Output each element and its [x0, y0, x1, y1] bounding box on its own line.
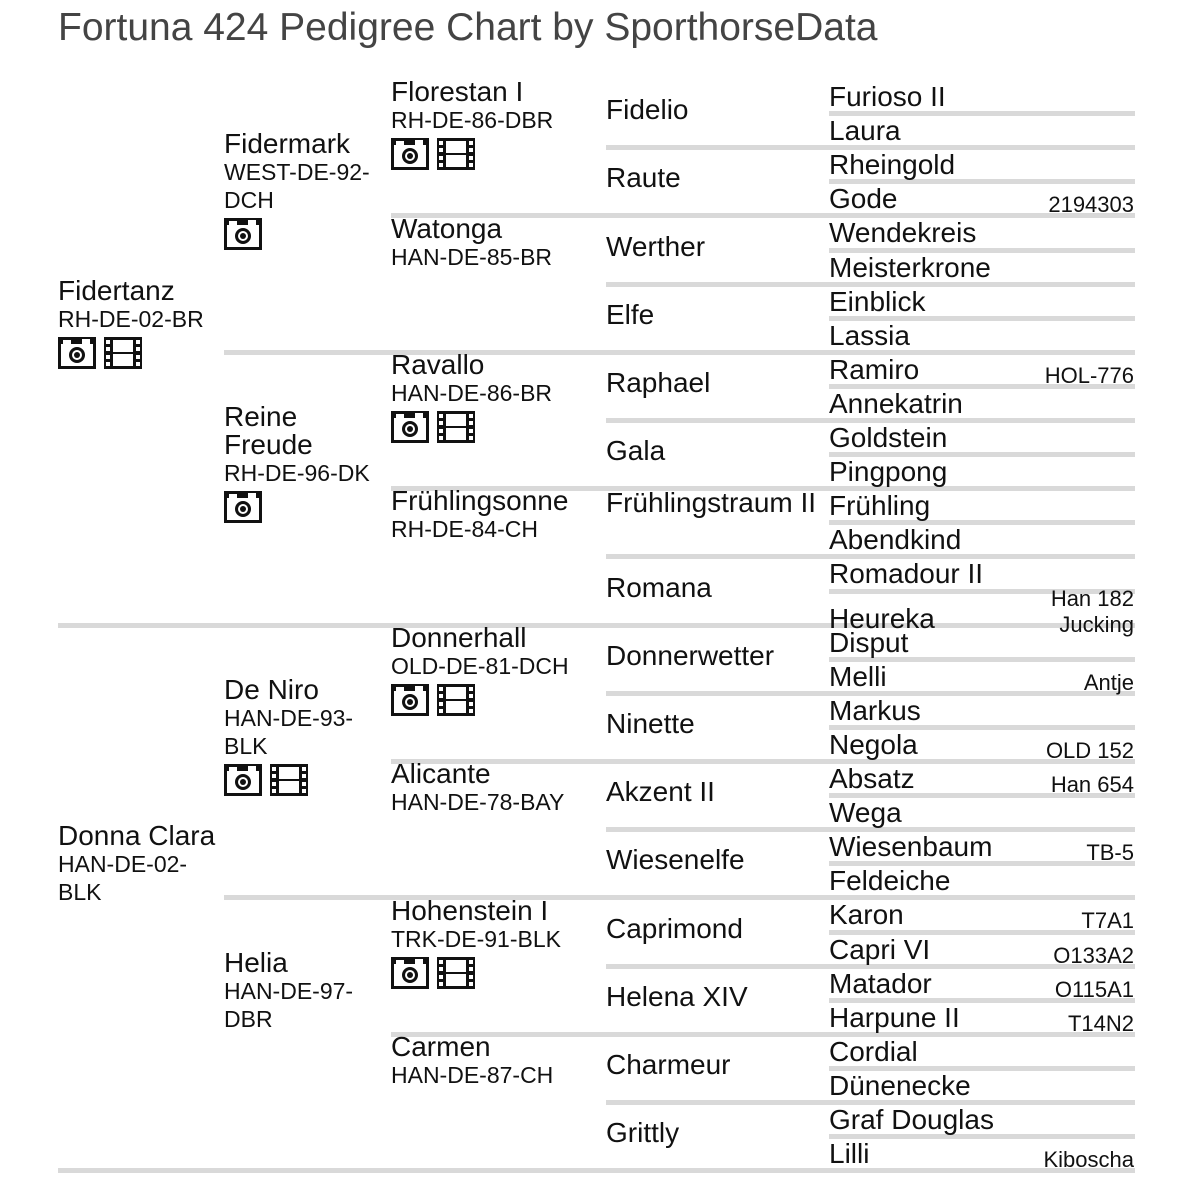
horse-gen1[interactable]: [58, 274, 218, 369]
horse-gen4[interactable]: Donnerwetter: [606, 639, 775, 671]
horse-name: Helia: [224, 946, 288, 978]
horse-gen5-reg: 2194303: [1048, 192, 1134, 218]
horse-name: Fidertanz: [58, 274, 175, 306]
horse-gen5-name[interactable]: Laura: [829, 115, 901, 147]
horse-gen1[interactable]: [58, 822, 218, 906]
horse-gen5-name[interactable]: Dünenecke: [829, 1069, 971, 1101]
registration-number: HAN-DE-87-CH: [391, 1062, 554, 1088]
horse-gen4[interactable]: Grittly: [606, 1117, 680, 1149]
media-icons: [224, 764, 389, 796]
camera-icon[interactable]: [391, 957, 429, 989]
horse-gen5-name[interactable]: Negola: [829, 728, 918, 760]
media-icons: [391, 684, 596, 716]
horse-gen5-reg: OLD 152: [1045, 737, 1134, 763]
camera-icon[interactable]: [224, 764, 262, 796]
divider: [58, 623, 1135, 628]
horse-gen5-name[interactable]: Furioso II: [829, 81, 946, 112]
horse-gen5-name[interactable]: Wendekreis: [829, 217, 977, 249]
horse-gen5-name[interactable]: Matador: [829, 967, 932, 999]
registration-number: HAN-DE-97-DBR: [224, 977, 354, 1032]
media-icons: [391, 138, 596, 170]
media-icons: [391, 411, 596, 443]
horse-gen5-reg: O133A2: [1053, 942, 1134, 968]
horse-gen5-name[interactable]: Frühling: [829, 490, 931, 522]
horse-name: Fidermark: [224, 128, 351, 160]
horse-gen5-name[interactable]: Einblick: [829, 285, 926, 317]
registration-number: TRK-DE-91-BLK: [391, 925, 561, 952]
horse-gen4[interactable]: Caprimond: [606, 912, 743, 944]
horse-gen5-name[interactable]: Meisterkrone: [829, 251, 991, 283]
horse-gen5-name[interactable]: Cordial: [829, 1035, 918, 1067]
film-icon[interactable]: [437, 138, 475, 170]
horse-name: De Niro: [224, 674, 319, 705]
camera-icon[interactable]: [391, 138, 429, 170]
horse-name: Hohenstein I: [391, 894, 549, 926]
horse-gen5-name[interactable]: Annekatrin: [829, 387, 963, 419]
horse-gen5-name[interactable]: Romadour II: [829, 558, 984, 590]
horse-gen5-reg: TB-5: [1086, 840, 1134, 866]
horse-gen5-name[interactable]: Graf Douglas: [829, 1104, 994, 1135]
horse-gen5-name[interactable]: Disput: [829, 626, 909, 658]
horse-gen5-reg: T7A1: [1081, 908, 1134, 934]
horse-gen5-reg: O115A1: [1054, 976, 1134, 1002]
horse-gen5-name[interactable]: Feldeiche: [829, 865, 951, 897]
horse-gen2[interactable]: [224, 403, 389, 523]
horse-gen5-name[interactable]: Lilli: [829, 1138, 870, 1170]
horse-name: Florestan I: [391, 76, 524, 108]
horse-gen5-name[interactable]: Melli: [829, 660, 887, 692]
horse-name: Donna Clara: [58, 820, 216, 852]
horse-gen5-name[interactable]: Heureka: [829, 602, 935, 634]
film-icon[interactable]: [104, 337, 142, 369]
horse-gen5-name[interactable]: Goldstein: [829, 422, 948, 453]
horse-name: Ravallo: [391, 349, 485, 380]
horse-gen4[interactable]: Raphael: [606, 366, 711, 398]
horse-gen5-name[interactable]: Gode: [829, 183, 898, 215]
registration-number: HAN-DE-86-BR: [391, 380, 553, 406]
horse-gen5-name[interactable]: Lassia: [829, 319, 910, 351]
registration-number: HAN-DE-93-BLK: [224, 705, 354, 759]
camera-icon[interactable]: [58, 337, 96, 369]
camera-icon[interactable]: [224, 218, 262, 250]
camera-icon[interactable]: [391, 684, 429, 716]
horse-name: Carmen: [391, 1031, 491, 1062]
registration-number: HAN-DE-78-BAY: [391, 789, 565, 816]
registration-number: HAN-DE-02-BLK: [58, 851, 188, 906]
registration-number: OLD-DE-81-DCH: [391, 652, 569, 679]
media-icons: [391, 957, 596, 989]
registration-number: RH-DE-02-BR: [58, 305, 204, 332]
horse-gen3[interactable]: [391, 894, 596, 989]
horse-gen5-name[interactable]: Ramiro: [829, 353, 920, 385]
horse-gen4[interactable]: Akzent II: [606, 776, 715, 808]
horse-gen4[interactable]: Charmeur: [606, 1048, 731, 1080]
registration-number: HAN-DE-85-BR: [391, 243, 553, 270]
horse-gen4[interactable]: Ninette: [606, 707, 695, 739]
horse-gen3[interactable]: [391, 760, 596, 816]
registration-number: RH-DE-86-DBR: [391, 107, 554, 134]
horse-name: Donnerhall: [391, 621, 527, 653]
horse-gen5-name[interactable]: Karon: [829, 899, 904, 931]
film-icon[interactable]: [437, 411, 475, 443]
horse-name: Reine Freude: [224, 401, 313, 461]
horse-name: Alicante: [391, 758, 491, 790]
horse-gen3[interactable]: [391, 78, 596, 170]
horse-gen3[interactable]: [391, 351, 596, 443]
horse-gen2[interactable]: [224, 946, 389, 1033]
horse-gen2[interactable]: [224, 676, 389, 796]
horse-gen3[interactable]: [391, 1033, 596, 1089]
film-icon[interactable]: [270, 764, 308, 796]
horse-gen4[interactable]: Frühlingstraum II: [606, 487, 817, 519]
horse-gen3[interactable]: [391, 212, 596, 271]
horse-gen5-name[interactable]: Harpune II: [829, 1001, 960, 1033]
horse-gen5-reg: Kiboscha: [1043, 1147, 1134, 1173]
registration-number: RH-DE-84-CH: [391, 516, 538, 543]
horse-gen5-reg: Han 654: [1050, 772, 1134, 797]
registration-number: RH-DE-96-DK: [224, 460, 370, 487]
horse-gen4[interactable]: Raute: [606, 162, 681, 194]
divider: [224, 895, 1135, 900]
horse-gen5-reg: Han 182 Jucking: [1050, 585, 1134, 637]
horse-gen4[interactable]: Romana: [606, 571, 712, 603]
horse-gen4[interactable]: Werther: [606, 230, 706, 262]
horse-gen5-name[interactable]: Wiesenbaum: [829, 831, 993, 863]
horse-gen4[interactable]: Gala: [606, 435, 666, 467]
horse-gen5-name[interactable]: Capri VI: [829, 933, 931, 965]
registration-number: WEST-DE-92-DCH: [224, 159, 370, 214]
horse-gen4[interactable]: Wiesenelfe: [606, 844, 745, 876]
horse-gen5-name[interactable]: Markus: [829, 694, 921, 726]
film-icon[interactable]: [437, 684, 475, 716]
horse-gen2[interactable]: [224, 130, 389, 250]
film-icon[interactable]: [437, 957, 475, 989]
horse-gen3[interactable]: [391, 487, 596, 543]
horse-gen4[interactable]: Elfe: [606, 298, 655, 330]
horse-gen5-name[interactable]: Rheingold: [829, 149, 956, 181]
divider: [58, 1168, 1135, 1173]
media-icons: [224, 491, 389, 523]
horse-name: Watonga: [391, 212, 503, 244]
horse-name: Frühlingsonne: [391, 485, 569, 517]
camera-icon[interactable]: [224, 491, 262, 523]
horse-gen5-reg: HOL-776: [1044, 362, 1134, 388]
horse-gen5-name[interactable]: Abendkind: [829, 524, 962, 556]
horse-gen3[interactable]: [391, 621, 596, 716]
horse-gen5-reg: T14N2: [1067, 1010, 1134, 1036]
horse-gen4[interactable]: Helena XIV: [606, 980, 748, 1012]
horse-gen5-name[interactable]: Wega: [829, 797, 902, 829]
divider: [224, 350, 1135, 355]
horse-gen5-reg: Antje: [1083, 669, 1134, 695]
horse-gen5-name[interactable]: Pingpong: [829, 456, 948, 488]
camera-icon[interactable]: [391, 411, 429, 443]
media-icons: [58, 337, 218, 369]
page-title: Fortuna 424 Pedigree Chart by SporthorseData: [58, 6, 878, 49]
media-icons: [224, 218, 389, 250]
horse-gen5-name[interactable]: Absatz: [829, 763, 915, 794]
horse-gen4[interactable]: Fidelio: [606, 94, 689, 126]
